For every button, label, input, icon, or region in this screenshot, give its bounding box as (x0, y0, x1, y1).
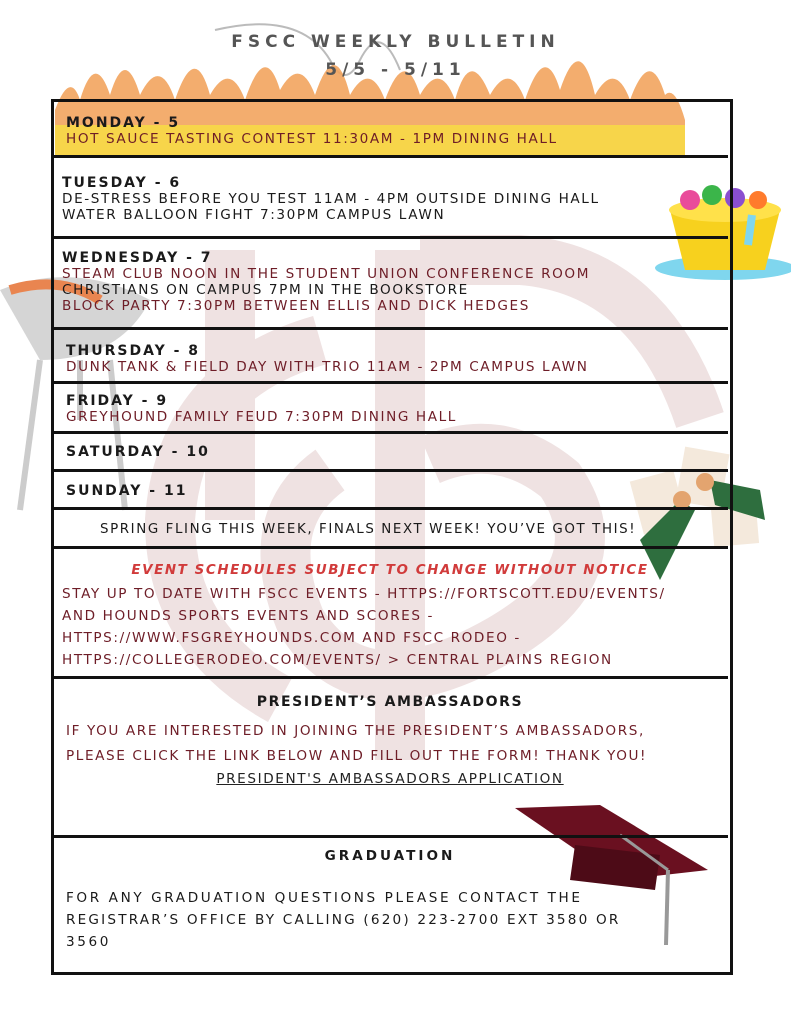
event-steam-club: STEAM CLUB NOON IN THE STUDENT UNION CONFERENCE ROOM (62, 266, 591, 282)
divider (52, 546, 728, 549)
day-tuesday: TUESDAY - 6 (62, 175, 182, 191)
divider (52, 236, 728, 239)
day-friday: FRIDAY - 9 (66, 393, 169, 409)
day-monday: MONDAY - 5 (66, 115, 181, 131)
divider (52, 507, 728, 510)
divider (52, 431, 728, 434)
divider (52, 327, 728, 330)
notice-line: STAY UP TO DATE WITH FSCC EVENTS - HTTPS://FORTSCOTT.EDU/EVENTS/ (62, 586, 666, 602)
event-block-party: BLOCK PARTY 7:30PM BETWEEN ELLIS AND DICK HEDGES (62, 298, 530, 314)
day-saturday: SATURDAY - 10 (66, 444, 210, 460)
notice-line: HTTPS://WWW.FSGREYHOUNDS.COM AND FSCC RODEO - (62, 630, 521, 646)
graduation-text: REGISTRAR’S OFFICE BY CALLING (620) 223-2700 EXT 3580 OR (66, 912, 621, 928)
ambassadors-heading: PRESIDENT’S AMBASSADORS (256, 694, 524, 710)
schedule-warning: EVENT SCHEDULES SUBJECT TO CHANGE WITHOUT NOTICE (131, 563, 649, 578)
divider (52, 676, 728, 679)
ambassadors-text: PLEASE CLICK THE LINK BELOW AND FILL OUT THE FORM! THANK YOU! (66, 748, 648, 764)
event-christians: CHRISTIANS ON CAMPUS 7PM IN THE BOOKSTORE (62, 282, 469, 298)
graduation-text: 3560 (66, 934, 111, 950)
divider (52, 469, 728, 472)
event-hot-sauce: HOT SAUCE TASTING CONTEST 11:30AM - 1PM DINING HALL (66, 131, 558, 147)
bulletin-dates: 5/5 - 5/11 (325, 60, 466, 80)
bulletin-title: FSCC WEEKLY BULLETIN (231, 32, 560, 52)
day-wednesday: WEDNESDAY - 7 (62, 250, 213, 266)
notice-line: AND HOUNDS SPORTS EVENTS AND SCORES - (62, 608, 435, 624)
event-family-feud: GREYHOUND FAMILY FEUD 7:30PM DINING HALL (66, 409, 457, 425)
event-water-balloon: WATER BALLOON FIGHT 7:30PM CAMPUS LAWN (62, 207, 446, 223)
event-de-stress: DE-STRESS BEFORE YOU TEST 11AM - 4PM OUTSIDE DINING HALL (62, 191, 600, 207)
divider (52, 155, 728, 158)
ambassadors-text: IF YOU ARE INTERESTED IN JOINING THE PRESIDENT’S AMBASSADORS, (66, 723, 645, 739)
divider (52, 835, 728, 838)
divider (52, 381, 728, 384)
day-sunday: SUNDAY - 11 (66, 483, 188, 499)
graduation-text: FOR ANY GRADUATION QUESTIONS PLEASE CONTACT THE (66, 890, 583, 906)
day-thursday: THURSDAY - 8 (66, 343, 201, 359)
notice-line: HTTPS://COLLEGERODEO.COM/EVENTS/ > CENTRAL PLAINS REGION (62, 652, 613, 668)
graduation-heading: GRADUATION (324, 848, 456, 864)
ambassadors-application-link[interactable]: PRESIDENT'S AMBASSADORS APPLICATION (216, 771, 564, 787)
spring-fling-message: SPRING FLING THIS WEEK, FINALS NEXT WEEK! YOU’VE GOT THIS! (100, 522, 637, 537)
event-dunk-tank: DUNK TANK & FIELD DAY WITH TRIO 11AM - 2PM CAMPUS LAWN (66, 359, 589, 375)
